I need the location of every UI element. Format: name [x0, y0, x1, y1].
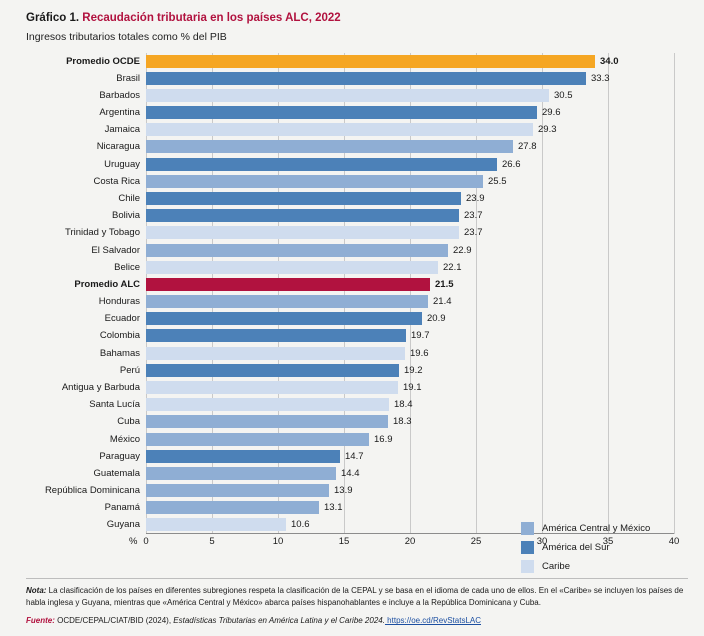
- footer-source: [26, 615, 688, 627]
- bar-value-label: 30.5: [554, 89, 573, 101]
- bar-row: [66, 54, 674, 70]
- category-label: Jamaica: [104, 124, 140, 136]
- category-label: Guatemala: [93, 467, 140, 479]
- bar-value-label: 19.1: [403, 381, 422, 393]
- bar-row: [99, 328, 674, 344]
- bar-row: [91, 243, 674, 259]
- bar: [146, 278, 430, 291]
- category-label: Promedio ALC: [74, 278, 140, 290]
- legend-swatch: [521, 541, 534, 554]
- bar: [146, 123, 533, 136]
- bar: [146, 209, 459, 222]
- bar-value-label: 18.3: [393, 416, 412, 428]
- bar-row: [99, 105, 674, 121]
- bar-value-label: 19.6: [410, 347, 429, 359]
- category-label: Santa Lucía: [89, 399, 140, 411]
- gridline: [674, 53, 675, 534]
- bar-value-label: 19.2: [404, 364, 423, 376]
- bar-row: [89, 397, 674, 413]
- bar-row: [61, 380, 674, 396]
- legend-swatch: [521, 522, 534, 535]
- chart-legend: [521, 519, 650, 576]
- figure-footer: [26, 578, 688, 627]
- bar: [146, 381, 398, 394]
- legend-label: América Central y México: [542, 523, 651, 534]
- category-label: Chile: [118, 193, 140, 205]
- bar-row: [118, 191, 674, 207]
- category-label: Trinidad y Tobago: [65, 227, 140, 239]
- chart-area: [16, 53, 688, 572]
- bar: [146, 329, 406, 342]
- category-label: México: [109, 433, 140, 445]
- bar-value-label: 27.8: [518, 141, 537, 153]
- bar-value-label: 19.7: [411, 330, 430, 342]
- footer-note: [26, 585, 688, 608]
- category-label: El Salvador: [91, 244, 140, 256]
- bar-value-label: 16.9: [374, 433, 393, 445]
- bar-value-label: 25.5: [488, 175, 507, 187]
- bar: [146, 55, 595, 68]
- bar-value-label: 23.9: [466, 193, 485, 205]
- x-tick-label: 40: [668, 536, 680, 547]
- category-label: Cuba: [117, 416, 140, 428]
- legend-swatch: [521, 560, 534, 573]
- source-label: Fuente:: [26, 616, 55, 626]
- bar-value-label: 29.3: [538, 124, 557, 136]
- bar-value-label: 34.0: [600, 55, 619, 67]
- figure-title: Recaudación tributaria en los países ALC, 2022: [82, 12, 341, 24]
- bar-row: [114, 260, 674, 276]
- bar-row: [104, 122, 674, 138]
- bar: [146, 192, 461, 205]
- category-label: Uruguay: [104, 158, 140, 170]
- category-label: Colombia: [99, 330, 140, 342]
- category-label: Bolivia: [112, 210, 140, 222]
- x-tick-label: 20: [404, 536, 416, 547]
- bar-value-label: 13.9: [334, 485, 353, 497]
- bar-value-label: 14.7: [345, 450, 364, 462]
- bar-row: [99, 346, 674, 362]
- bar: [146, 140, 513, 153]
- note-text: La clasificación de los países en diferentes subregiones respeta la clasificación de la CEPAL y se basa en el idioma de cada uno de ellos. En el «Caribe» se incluyen los países de habla inglesa y Guyana, mientras que «América Central y México» abarca países hispanohablantes e incluye a la República Dominicana y Cuba.: [26, 586, 684, 607]
- bar-row: [104, 311, 674, 327]
- bar-row: [93, 174, 674, 190]
- category-label: Paraguay: [99, 450, 140, 462]
- category-label: Barbados: [99, 89, 140, 101]
- bar: [146, 244, 448, 257]
- category-label: Antigua y Barbuda: [61, 381, 140, 393]
- category-label: Nicaragua: [96, 141, 140, 153]
- bar: [146, 364, 399, 377]
- bar: [146, 518, 286, 531]
- bar: [146, 175, 483, 188]
- bar: [146, 72, 586, 85]
- category-label: Brasil: [116, 72, 140, 84]
- source-text: OCDE/CEPAL/CIAT/BID (2024),: [54, 616, 174, 626]
- category-label: Argentina: [99, 107, 140, 119]
- bar-value-label: 18.4: [394, 399, 413, 411]
- category-label: Ecuador: [104, 313, 140, 325]
- bar-row: [99, 449, 674, 465]
- figure-subtitle: Ingresos tributarios totales como % del PIB: [26, 31, 227, 43]
- plot-region: [44, 53, 674, 534]
- bar-row: [74, 277, 674, 293]
- bar-value-label: 26.6: [502, 158, 521, 170]
- bar-row: [96, 139, 674, 155]
- x-tick-label: 25: [470, 536, 482, 547]
- bar: [146, 106, 537, 119]
- legend-item: [521, 538, 650, 557]
- bar-value-label: 29.6: [542, 107, 561, 119]
- x-tick-label: 5: [209, 536, 215, 547]
- category-label: Bahamas: [99, 347, 140, 359]
- category-label: Honduras: [98, 296, 140, 308]
- bar-value-label: 21.4: [433, 296, 452, 308]
- bar-value-label: 23.7: [464, 227, 483, 239]
- bar: [146, 226, 459, 239]
- legend-label: Caribe: [542, 561, 570, 572]
- page-title: [26, 12, 688, 24]
- bar-row: [98, 294, 674, 310]
- category-label: Perú: [119, 364, 140, 376]
- bar: [146, 261, 438, 274]
- category-label: Panamá: [104, 502, 140, 514]
- note-label: Nota:: [26, 586, 47, 595]
- category-label: Promedio OCDE: [66, 55, 140, 67]
- category-label: Guyana: [106, 519, 140, 531]
- legend-label: América del Sur: [542, 542, 610, 553]
- bar-value-label: 13.1: [324, 502, 343, 514]
- x-tick-label: 15: [338, 536, 350, 547]
- x-tick-label: 10: [272, 536, 284, 547]
- bar-row: [99, 88, 674, 104]
- figure-label: Gráfico 1.: [26, 12, 80, 24]
- category-label: Belice: [114, 261, 140, 273]
- bar-row: [117, 414, 674, 430]
- bar-value-label: 10.6: [291, 519, 310, 531]
- bar: [146, 415, 388, 428]
- bar-row: [44, 483, 674, 499]
- bar: [146, 398, 389, 411]
- source-link[interactable]: https://oe.cd/RevStatsLAC: [384, 616, 481, 626]
- bar-row: [112, 208, 674, 224]
- bar: [146, 295, 428, 308]
- bar-row: [119, 363, 674, 379]
- bar-rows: [44, 53, 674, 534]
- bar: [146, 467, 336, 480]
- source-publication: Estadísticas Tributarias en América Latina y el Caribe 2024.: [173, 616, 385, 626]
- bar-row: [104, 500, 674, 516]
- bar: [146, 450, 340, 463]
- bar-value-label: 23.7: [464, 210, 483, 222]
- bar-row: [116, 71, 674, 87]
- bar: [146, 433, 369, 446]
- x-tick-label: 30: [536, 536, 548, 547]
- x-tick-label: 0: [143, 536, 149, 547]
- legend-item: [521, 557, 650, 576]
- bar-value-label: 21.5: [435, 278, 454, 290]
- footer-divider: [26, 578, 688, 579]
- x-axis-unit-label: %: [129, 536, 138, 547]
- bar-value-label: 20.9: [427, 313, 446, 325]
- bar-row: [93, 466, 674, 482]
- bar: [146, 484, 329, 497]
- bar: [146, 501, 319, 514]
- bar: [146, 312, 422, 325]
- bar: [146, 89, 549, 102]
- bar-value-label: 14.4: [341, 467, 360, 479]
- bar-value-label: 22.1: [443, 261, 462, 273]
- bar-row: [65, 225, 674, 241]
- bar-row: [104, 157, 674, 173]
- bar-value-label: 33.3: [591, 72, 610, 84]
- bar-row: [109, 432, 674, 448]
- x-tick-label: 35: [602, 536, 614, 547]
- legend-item: [521, 519, 650, 538]
- category-label: Costa Rica: [93, 175, 140, 187]
- bar-value-label: 22.9: [453, 244, 472, 256]
- bar: [146, 158, 497, 171]
- bar: [146, 347, 405, 360]
- category-label: República Dominicana: [44, 485, 140, 497]
